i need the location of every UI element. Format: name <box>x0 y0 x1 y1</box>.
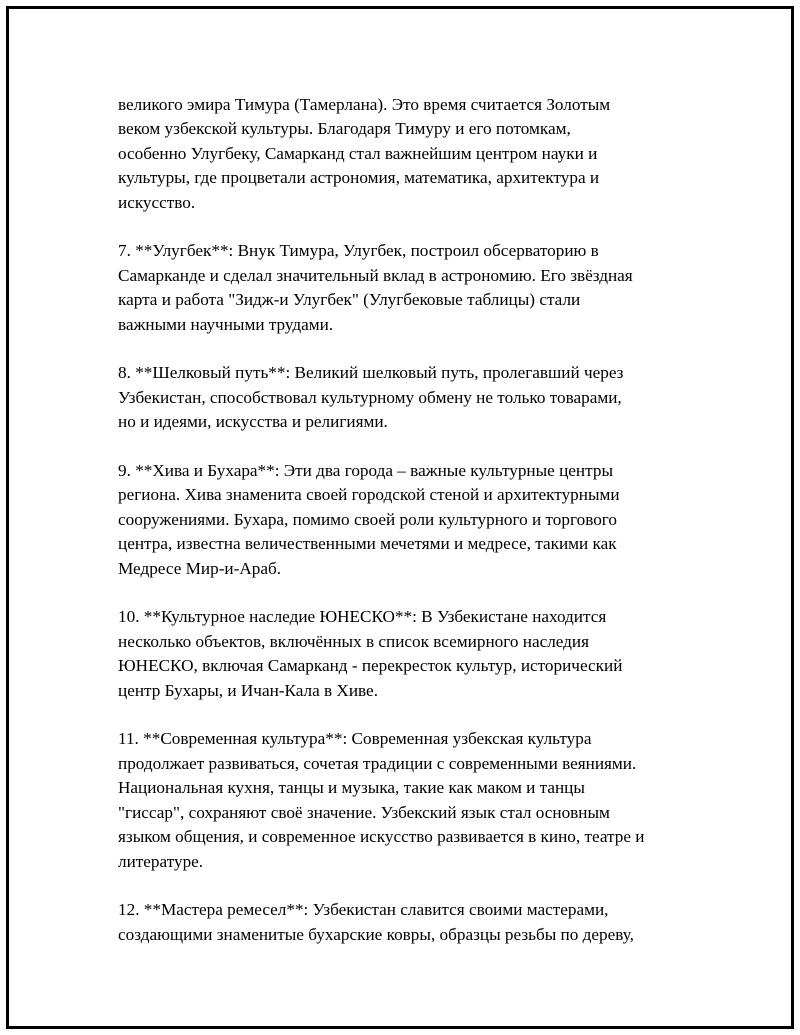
text-line: сооружениями. Бухара, помимо своей роли культурного и торгового <box>118 509 618 529</box>
text-line: 9. **Хива и Бухара**: Эти два города – важные культурные центры <box>118 461 613 481</box>
text-line: Медресе Мир-и-Араб. <box>118 558 282 578</box>
text-line: Самарканде и сделал значительный вклад в астрономию. Его звёздная <box>118 265 633 285</box>
paragraph-item-7-ulugbek <box>118 239 698 337</box>
paragraph-item-11-modern-culture <box>118 727 698 873</box>
paragraph-item-9-khiva-bukhara <box>118 459 698 581</box>
paragraph-item-10-unesco <box>118 605 698 703</box>
text-line: 10. **Культурное наследие ЮНЕСКО**: В Узбекистане находится <box>118 607 607 627</box>
text-line: великого эмира Тимура (Тамерлана). Это время считается Золотым <box>118 95 611 114</box>
text-line: центр Бухары, и Ичан-Кала в Хиве. <box>118 680 378 700</box>
text-line: "гиссар", сохраняют своё значение. Узбекский язык стал основным <box>118 802 610 822</box>
paragraph-item-12-craftsmen <box>118 898 698 947</box>
text-line: языком общения, и современное искусство развивается в кино, театре и <box>118 827 645 847</box>
text-line: ЮНЕСКО, включая Самарканд - перекресток культур, исторический <box>118 656 623 676</box>
text-line: 7. **Улугбек**: Внук Тимура, Улугбек, построил обсерваторию в <box>118 241 599 261</box>
text-line: культуры, где процветали астрономия, математика, архитектура и <box>118 168 600 188</box>
document-body <box>118 93 698 972</box>
text-line: но и идеями, искусства и религиями. <box>118 412 388 432</box>
paragraph-timur-era <box>118 93 698 215</box>
text-line: региона. Хива знаменита своей городской стеной и архитектурными <box>118 485 620 505</box>
text-line: важными научными трудами. <box>118 314 334 334</box>
text-line: создающими знаменитые бухарские ковры, образцы резьбы по дереву, <box>118 924 634 944</box>
text-line: 11. **Современная культура**: Современная узбекская культура <box>118 729 592 749</box>
text-line: Узбекистан, способствовал культурному обмену не только товарами, <box>118 387 622 407</box>
text-line: продолжает развиваться, сочетая традиции с современными веяниями. <box>118 753 637 773</box>
text-line: карта и работа "Зидж-и Улугбек" (Улугбековые таблицы) стали <box>118 290 581 310</box>
text-line: 12. **Мастера ремесел**: Узбекистан славится своими мастерами, <box>118 900 609 920</box>
paragraph-item-8-silk-road <box>118 361 698 434</box>
text-line: центра, известна величественными мечетями и медресе, такими как <box>118 534 617 554</box>
text-line: искусство. <box>118 192 196 212</box>
text-line: Национальная кухня, танцы и музыка, такие как маком и танцы <box>118 778 585 798</box>
text-line: веком узбекской культуры. Благодаря Тимуру и его потомкам, <box>118 119 571 139</box>
text-line: 8. **Шелковый путь**: Великий шелковый путь, пролегавший через <box>118 363 624 383</box>
text-line: литературе. <box>118 851 204 871</box>
text-line: особенно Улугбеку, Самарканд стал важнейшим центром науки и <box>118 143 598 163</box>
text-line: несколько объектов, включённых в список всемирного наследия <box>118 631 590 651</box>
